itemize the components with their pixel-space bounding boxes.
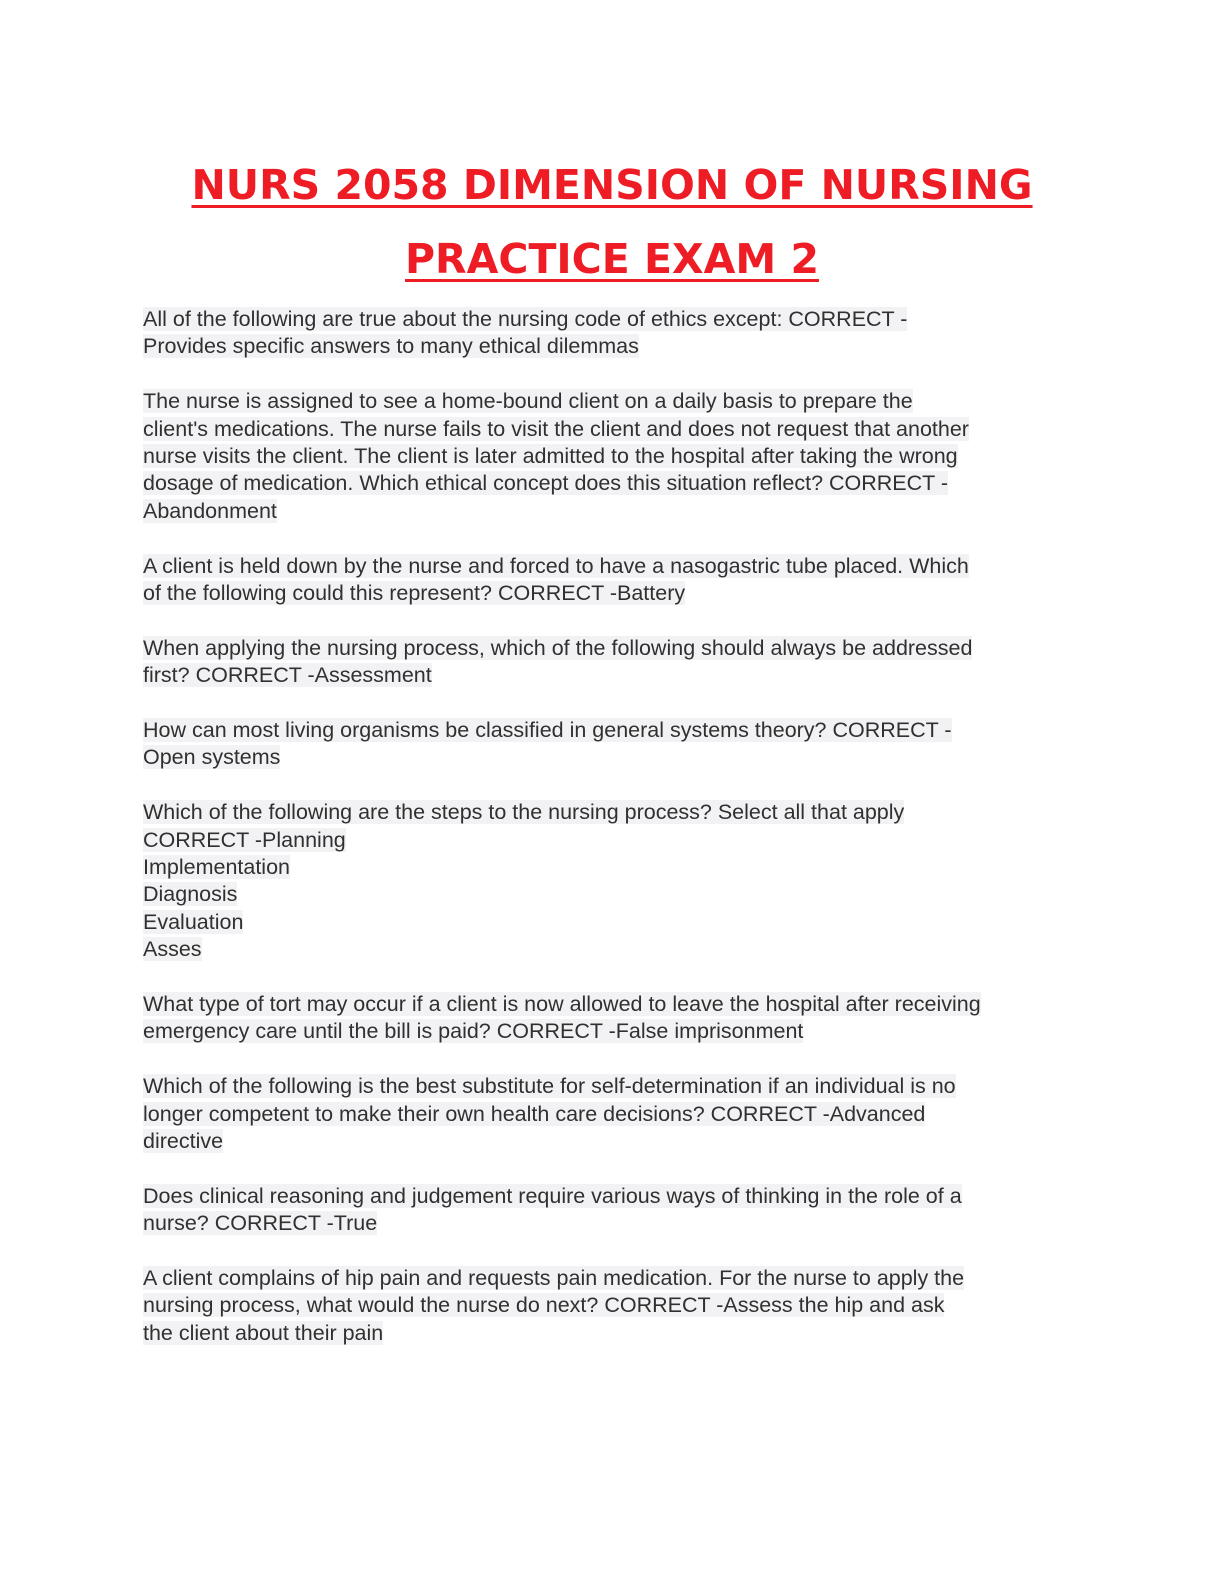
text-line-content: Asses: [143, 937, 202, 962]
text-line: [143, 1073, 1078, 1100]
text-line-content: Diagnosis: [143, 882, 238, 907]
text-line: [143, 553, 1078, 580]
question-answer-item: [143, 991, 1078, 1046]
text-line: [143, 799, 1078, 826]
text-line: [143, 498, 1078, 525]
question-answer-item: [143, 388, 1078, 525]
text-line: [143, 306, 1078, 333]
title-line-2: PRACTICE EXAM 2: [405, 235, 819, 283]
text-line: [143, 1210, 1078, 1237]
text-line-content: CORRECT -Planning: [143, 827, 346, 852]
text-line-content: nurse visits the client. The client is later admitted to the hospital after taking the wrong: [143, 444, 958, 469]
text-line: [143, 744, 1078, 771]
text-line-content: A client is held down by the nurse and forced to have a nasogastric tube placed. Which: [143, 553, 969, 578]
text-line-content: longer competent to make their own health care decisions? CORRECT -Advanced: [143, 1101, 926, 1126]
question-answer-item: [143, 1183, 1078, 1238]
text-line: [143, 1018, 1078, 1045]
text-line: [143, 388, 1078, 415]
text-line: [143, 1265, 1078, 1292]
text-line-content: The nurse is assigned to see a home-bound client on a daily basis to prepare the: [143, 389, 913, 414]
text-line-content: All of the following are true about the nursing code of ethics except: CORRECT -: [143, 307, 908, 331]
text-line: [143, 827, 1078, 854]
text-line-content: Implementation: [143, 855, 290, 880]
text-line: [143, 333, 1078, 360]
document-title: [0, 148, 1224, 296]
text-line: [143, 881, 1078, 908]
text-line: [143, 936, 1078, 963]
title-line-1: NURS 2058 DIMENSION OF NURSING: [191, 161, 1033, 209]
text-line-content: Abandonment: [143, 498, 277, 523]
text-line-content: of the following could this represent? CORRECT -Battery: [143, 581, 686, 606]
text-line-content: client's medications. The nurse fails to visit the client and does not request that another: [143, 416, 969, 441]
text-line-content: Open systems: [143, 745, 281, 770]
question-answer-item: [143, 1073, 1078, 1155]
text-line: [143, 443, 1078, 470]
question-answer-item: [143, 553, 1078, 608]
question-answer-item: [143, 306, 1078, 361]
question-answer-item: [143, 635, 1078, 690]
text-line: [143, 717, 1078, 744]
text-line-content: first? CORRECT -Assessment: [143, 663, 432, 688]
text-line: [143, 1320, 1078, 1347]
text-line: [143, 662, 1078, 689]
text-line-content: Provides specific answers to many ethical dilemmas: [143, 334, 639, 359]
text-line: [143, 991, 1078, 1018]
text-line: [143, 909, 1078, 936]
text-line: [143, 635, 1078, 662]
text-line-content: dosage of medication. Which ethical concept does this situation reflect? CORRECT -: [143, 471, 949, 496]
text-line-content: Which of the following is the best substitute for self-determination if an individual is no: [143, 1074, 956, 1099]
text-line: [143, 1292, 1078, 1319]
text-line-content: What type of tort may occur if a client is now allowed to leave the hospital after receiving: [143, 992, 981, 1017]
text-line-content: the client about their pain: [143, 1320, 384, 1345]
text-line: [143, 470, 1078, 497]
text-line-content: emergency care until the bill is paid? CORRECT -False imprisonment: [143, 1019, 804, 1044]
text-line-content: directive: [143, 1129, 224, 1154]
text-line-content: Which of the following are the steps to the nursing process? Select all that apply: [143, 800, 905, 825]
question-answer-item: [143, 1265, 1078, 1347]
question-answer-list: [143, 306, 1078, 1375]
text-line-content: nursing process, what would the nurse do next? CORRECT -Assess the hip and ask: [143, 1293, 945, 1318]
text-line-content: When applying the nursing process, which of the following should always be addressed: [143, 635, 973, 660]
text-line-content: How can most living organisms be classified in general systems theory? CORRECT -: [143, 718, 952, 743]
text-line-content: A client complains of hip pain and requests pain medication. For the nurse to apply the: [143, 1266, 965, 1291]
text-line-content: Does clinical reasoning and judgement require various ways of thinking in the role of a: [143, 1183, 962, 1208]
question-answer-item: [143, 799, 1078, 963]
text-line: [143, 1101, 1078, 1128]
text-line: [143, 1183, 1078, 1210]
text-line-content: Evaluation: [143, 909, 244, 934]
text-line: [143, 1128, 1078, 1155]
text-line: [143, 416, 1078, 443]
text-line-content: nurse? CORRECT -True: [143, 1211, 378, 1236]
text-line: [143, 580, 1078, 607]
question-answer-item: [143, 717, 1078, 772]
text-line: [143, 854, 1078, 881]
